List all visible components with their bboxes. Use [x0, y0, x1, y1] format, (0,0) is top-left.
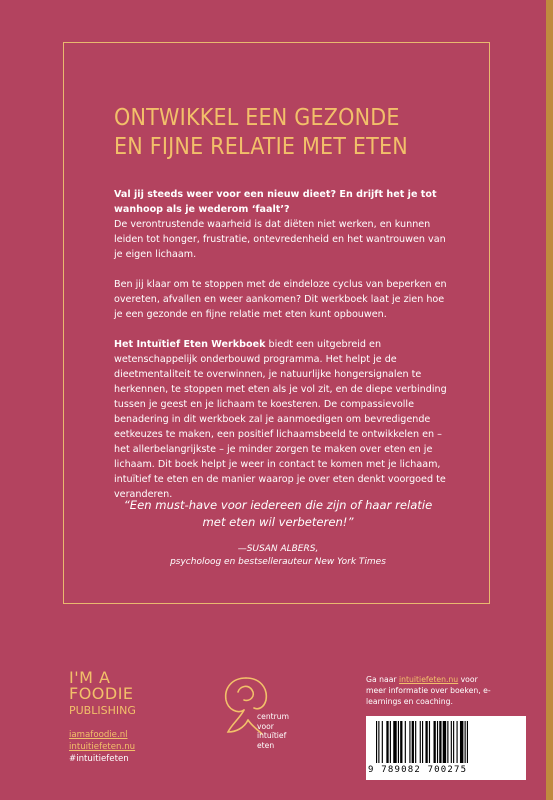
intro-text: De verontrustende waarheid is dat diëten niet werken, en kunnen leiden tot honger, frustratie, ontevredenheid en het wantrouwen van je eigen lichaam. [114, 219, 446, 260]
info-text [366, 674, 491, 707]
second-paragraph: Ben jij klaar om te stoppen met de eindeloze cyclus van beperken en overeten, afvallen en weer aankomen? Dit werkboek laat je zien hoe je een gezonde en fijne relatie met eten kunt opbouwen. [114, 279, 447, 320]
quote-attribution [114, 543, 442, 569]
attribution-name: —SUSAN ALBERS, [237, 544, 319, 554]
barcode-bar [425, 721, 427, 763]
centrum-line-1: centrum [257, 712, 289, 721]
barcode-bar [451, 721, 452, 763]
barcode-bar [400, 721, 402, 763]
barcode-bar [386, 721, 388, 763]
centrum-logo-text [257, 712, 289, 750]
isbn-number: 9 789082 700275 [368, 765, 468, 775]
barcode-bar [465, 721, 466, 763]
headline-line-1: ONTWIKKEL EEN GEZONDE [114, 105, 400, 131]
headline [114, 104, 474, 162]
barcode-bar [409, 721, 410, 763]
attribution-publication: New York Times [314, 557, 386, 567]
info-suffix: voor meer informatie over boeken, e-learnings en coaching. [366, 675, 491, 706]
barcode-bar [398, 721, 399, 763]
publisher-logo-sub: PUBLISHING [69, 704, 136, 717]
info-link[interactable]: intuitiefeten.nu [399, 675, 459, 684]
third-paragraph [114, 337, 450, 502]
barcode-bar [437, 721, 438, 763]
barcode-bar [453, 721, 454, 763]
barcode-bar [415, 721, 416, 763]
publisher-logo-line-2: FOODIE [69, 684, 134, 703]
book-title: Het Intuïtief Eten Werkboek [114, 339, 266, 350]
barcode-bar [460, 721, 463, 763]
intro-question: Val jij steeds weer voor een nieuw dieet? En drijft het je tot wanhoop als je wederom ‘faalt’? [114, 189, 437, 215]
barcode-bar [393, 721, 396, 763]
barcode-bar [420, 721, 421, 763]
barcode-bar [405, 721, 406, 763]
link-intuitiefeten[interactable]: intuitiefeten.nu [69, 742, 136, 752]
hashtag: #intuitiefeten [69, 754, 129, 764]
spine-edge [546, 0, 553, 800]
attribution-role: psycholoog en bestsellerauteur [170, 557, 315, 567]
barcode-bar [434, 721, 436, 763]
barcode-bar [378, 721, 379, 763]
barcode-bar [376, 721, 377, 763]
barcode-bars [376, 721, 516, 765]
intro-paragraph [114, 187, 450, 262]
barcode-bar [429, 721, 430, 763]
info-prefix: Ga naar [366, 675, 400, 684]
centrum-line-2: voor [257, 721, 274, 731]
publisher-logo [69, 670, 149, 718]
barcode-bar [467, 721, 468, 763]
centrum-line-4: eten [257, 740, 275, 750]
link-iamafoodie[interactable]: iamafoodie.nl [69, 730, 128, 740]
barcode-bar [412, 721, 414, 763]
publisher-logo-line-1: I'M A [69, 668, 111, 687]
blurb [114, 187, 450, 517]
pull-quote: “Een must-have voor iedereen die zijn of haar relatie met eten wil verbeteren!” [123, 498, 433, 529]
barcode-bar [439, 721, 441, 763]
barcode-bar [422, 721, 423, 763]
isbn-barcode [366, 716, 526, 780]
barcode-bar [382, 721, 383, 763]
barcode-bar [390, 721, 391, 763]
barcode-bar [457, 721, 458, 763]
centrum-line-3: intuïtief [257, 731, 287, 740]
barcode-bar [447, 721, 448, 763]
third-paragraph-text: biedt een uitgebreid en wetenschappelijk onderbouwd programma. Het helpt je de dieetmentaliteit te overwinnen, je natuurlijke hongersignalen te herkennen, te stoppen met eten als je vol zit, en de diepe verbinding tussen je geest en je lichaam te koesteren. De compassievolle benadering in dit werkboek zal je aanmoedigen om bevredigende eetkeuzes te maken, een positief lichaamsbeeld te ontwikkelen en – het allerbelangrijkste – je minder zorgen te maken over eten en je lichaam. Dit boek helpt je weer in contact te komen met je lichaam, intuïtief te eten en de manier waarop je over eten denkt voorgoed te veranderen. [114, 339, 447, 500]
barcode-bar [443, 721, 446, 763]
publisher-links [69, 729, 135, 765]
headline-line-2: EN FIJNE RELATIE MET ETEN [114, 134, 408, 160]
